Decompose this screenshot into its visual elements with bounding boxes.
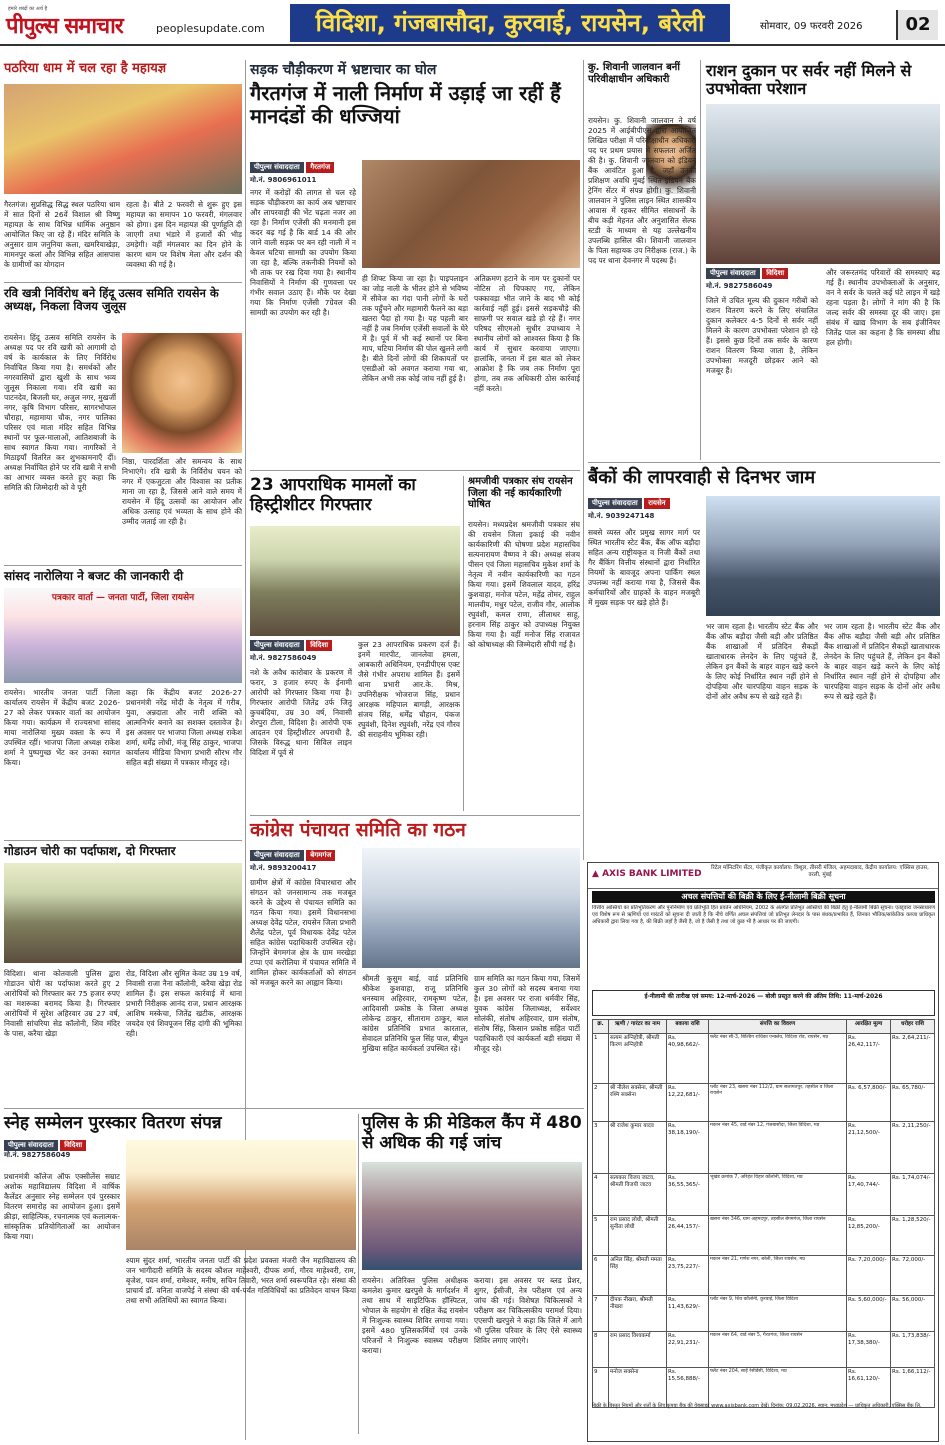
table-cell-name: मनोज सक्सेना xyxy=(609,1368,667,1408)
body-col: ग्राम समिति का गठन किया गया, जिसमें कुल 30 लोगों को सदस्य बनाया गया है। इस अवसर पर राजा धर्मवीर सिंह, युवक कांग्रेस जिलाध्यक्ष, सर्वेश्वर सोलंकी, संतोष अहिरवार, ग्राम संतोष, संतोष सिंह, किसान प्रकोष्ठ सहित पार्टी पदाधिकारी एवं कार्यकर्ता बड़ी संख्या में मौजूद रहे। xyxy=(474,974,580,1053)
table-row xyxy=(593,1216,935,1256)
logo-text: पीपुल्स समाचार xyxy=(6,14,123,39)
col-header: आरक्षित मूल्य xyxy=(847,1020,891,1034)
headline: पुलिस के फ्री मेडिकल कैंप में 480 से अधिक की गई जांच xyxy=(362,1113,582,1153)
body-col: निष्ठा, पारदर्शिता और समन्वय के साथ निभाएंगे। रवि खत्री के निर्विरोध चयन को नगर में एकजुटता और विश्वास का प्रतीक माना जा रहा है, जिससे आने वाले समय में रायसेन में हिंदू उत्सवों का आयोजन और अधिक उत्साह एवं भव्यता के साथ होने की उम्मीद जताई जा रही है। xyxy=(122,457,242,526)
body-col: और जरूरतमंद परिवारों की समस्याएं बढ़ गई हैं। स्थानीय उपभोक्ताओं के अनुसार, वन ने सर्वर के चलते कई घंटे लाइन में खड़े रहना पड़ता है। लोगों ने मांग की है कि जल्द सर्वर की समस्या दूर की जाए। इस संबंध में खाद्य विभाग के सब इंजीनियर जितेंद्र पाल का कहना है कि समस्या शीघ्र हल होगी। xyxy=(826,268,940,347)
table-cell-due: Rs. 23,75,227/- xyxy=(667,1256,709,1296)
auction-table-body xyxy=(593,1034,935,1408)
body-col: अतिक्रमण हटाने के नाम पर दुकानों पर नोटिस तो चिपकाए गए, लेकिन पक्कावड़ा भीत जाने के बाद भी कोई कार्रवाई नहीं हुई। इससे सड़कचौड़े की साफ़गी पर सवाल खड़े हो रहे हैं। नगर परिषद सीएमओ सुधीर उपाध्याय ने स्थानीय लोगों को आश्वस्त किया है कि कार्य में सुधार करवाया जाएगा। हालांकि, जनता में इस बात को लेकर आक्रोश है कि जब तक निर्माण पूरा होगा, तब तक अधिकारी ठोस कार्रवाई नहीं करते। xyxy=(474,274,580,393)
col-header: संपत्ति का विवरण xyxy=(709,1020,847,1034)
column-rule xyxy=(358,1114,359,1434)
page-number: 02 xyxy=(896,10,938,40)
auction-schedule: ई-नीलामी की तारीख एवं समय: 12-मार्च-2026 — बोली प्रस्तुत करने की अंतिम तिथि: 11-मार्च-2026 xyxy=(592,990,935,1016)
body-col: कहा कि केंद्रीय बजट 2026-27 प्रधानमंत्री नरेंद्र मोदी के नेतृत्व में गरीब, युवा, अन्नदाता और नारी शक्ति को आत्मनिर्भर बनाने का सशक्त दस्तावेज है। इस अवसर पर भाजपा जिला अध्यक्ष राकेश शर्मा, धर्मेंद्र लोधी, मंजू सिंह ठाकुर, भाजपा कार्यालय मीडिया विभाग प्रभारी सौरभ गौर सहित बड़ी संख्या में पत्रकार मौजूद रहे। xyxy=(126,688,242,767)
divider xyxy=(4,282,242,283)
table-cell-desc: मकान नंबर 21, गणेश नगर, बरेली, जिला रायसेन, मप्र xyxy=(709,1256,847,1296)
table-cell-due: Rs. 15,56,888/- xyxy=(667,1368,709,1408)
body-col: रायसेन। कु. शिवानी जालवान ने वर्ष 2025 में आईबीपीएस द्वारा आयोजित लिखित परीक्षा में परिवीक्षाधीन अधिकारी पद पर प्रथम प्रयास में सफलता अर्जित की है। कु. शिवानी जालवान को इंडियन बैंक आवंटित हुआ है, जहाँ उनकी प्रशिक्षण अवधि मुंबई स्थित इंडियन बैंक ट्रेनिंग सेंटर में संपन्न होगी। कु. शिवानी जालवान ने पुलिस लाइन स्थित शासकीय आवास में रहकर सीमित संसाधनों के बीच कड़ी मेहनत और अनुशासित सेल्फ स्टडी के माध्यम से यह उल्लेखनीय उपलब्धि हासिल की। शिवानी जालवान के पिता सहायक उप निरीक्षक (राज.) के पद पर थाना देवनगर में पदस्थ हैं। xyxy=(588,116,696,265)
table-cell-due: Rs. 11,43,629/- xyxy=(667,1296,709,1332)
headline: राशन दुकान पर सर्वर नहीं मिलने से उपभोक्ता परेशान xyxy=(706,61,912,99)
table-cell-name: श्री नीलेश सक्सेना, श्रीमती रश्मि सक्सेना xyxy=(609,1084,667,1122)
byline-place: बेगमगंज xyxy=(306,850,335,861)
table-cell-reserve: Rs. 16,61,120/- xyxy=(847,1368,891,1408)
table-row xyxy=(593,1368,935,1408)
column-rule xyxy=(583,60,584,860)
table-cell-no: 1 xyxy=(593,1034,609,1084)
body-col: नशे के अवैध कारोबार के प्रकरण में फरार, 3 हजार रुपए के ईनामी आरोपी को गिरफ्तार किया गया है। गिरफ्तार आरोपी जितेंद्र उर्फ जितू कुचबंदिया, उम्र 30 वर्ष, निवासी शेरपुरा टीला, विदिशा है। आरोपी एक आदतन एवं हिस्ट्रीशीटर अपराधी है, जिसके विरुद्ध थाना सिविल लाइन विदिशा में पूर्व से xyxy=(250,668,352,757)
table-cell-due: Rs. 22,91,231/- xyxy=(667,1332,709,1368)
table-cell-reserve: Rs. 6,57,800/- xyxy=(847,1084,891,1122)
bank-address: रिटेल मॉनिटरिंग सेंटर, पंजीकृत कार्यालय: त्रिशूल, तीसरी मंजिल, अहमदाबाद, केंद्रीय कार्यालय: एक्सिस हाउस, वरली, मुंबई xyxy=(711,865,929,879)
mobile-number: मो.नं. 9827586049 xyxy=(250,654,317,662)
photo-accused-with-police xyxy=(4,863,242,963)
headline: गैरतगंज में नाली निर्माण में उड़ाई जा रहीं हैं मानदंडों की धज्जियां xyxy=(250,81,561,129)
byline-place: गैरतगंज xyxy=(306,162,334,173)
table-cell-emd: Rs. 1,28,520/- xyxy=(891,1216,935,1256)
table-cell-no: 7 xyxy=(593,1296,609,1332)
table-header-row xyxy=(593,1020,935,1034)
table-cell-emd: Rs. 1,74,074/- xyxy=(891,1174,935,1216)
table-cell-emd: Rs. 2,64,211/- xyxy=(891,1034,935,1084)
story-road-widening xyxy=(250,62,580,393)
table-cell-no: 8 xyxy=(593,1332,609,1368)
story-shivani xyxy=(588,62,696,265)
table-row xyxy=(593,1122,935,1174)
auction-footer: बिक्री के विस्तृत नियमों और शर्तों के लिए कृपया बैंक की वेबसाइट www.axisbank.com देखें। दिनांक: 09.02.2026, स्थान: मध्यप्रदेश — प्राधिकृत अधिकारी, एक्सिस बैंक लि. xyxy=(592,1403,922,1409)
kicker: सड़क चौड़ीकरण में भ्रष्टाचार का घोल xyxy=(250,62,437,78)
byline: पीपुल्स संवाददाता xyxy=(588,498,642,509)
table-cell-desc: फ्लैट नंबर 204, साईं रेसीडेंसी, विदिशा, मप्र xyxy=(709,1368,847,1408)
table-cell-no: 3 xyxy=(593,1122,609,1174)
byline: पीपुल्स संवाददाता xyxy=(250,640,304,651)
photo-traffic-jam xyxy=(706,496,940,616)
table-cell-reserve: Rs. 12,85,200/- xyxy=(847,1216,891,1256)
story-ration-server xyxy=(706,61,940,375)
story-sneh-sammelan xyxy=(4,1113,356,1305)
photo-ration-queue xyxy=(706,104,940,264)
headline: बैंकों की लापरवाही से दिनभर जाम xyxy=(588,467,816,488)
column-rule xyxy=(700,60,701,460)
body-col: विदिशा। थाना कोतवाली पुलिस द्वारा गोडाउन चोरी का पर्दाफाश करते हुए 2 आरोपियों को गिरफ्तार कर 75 हजार रुपए का मशरूका बरामद किया है। गिरफ्तार आरोपियों में सुरेश अहिरवार उम्र 27 वर्ष, निवासी सांचरिया सेड कॉलोनी, शिव मंदिर के पास, करैया खेड़ा xyxy=(4,969,120,1038)
body-col: कराया। इस अवसर पर ब्लड प्रेशर, शुगर, ईसीजी, नेत्र परीक्षण एवं अन्य जांच की गई। विशेषज्ञ चिकित्सकों ने परीक्षण कर चिकित्सकीय परामर्श दिया। एएसपी खरपुसे ने कहा कि जिले में आगे भी पुलिस परिवार के लिए ऐसे स्वास्थ्य शिविर लगाए जाएंगे। xyxy=(474,1276,582,1345)
table-cell-name: सत्यकार विजय जाटव, श्रीमती विजयी जाटव xyxy=(609,1174,667,1216)
headline: श्रमजीवी पत्रकार संघ रायसेन जिला की नई कार्यकारिणी घोषित xyxy=(468,476,573,510)
table-cell-reserve: Rs. 21,12,500/- xyxy=(847,1122,891,1174)
mobile-number: मो.नं. 9039247148 xyxy=(588,512,655,520)
table-cell-emd: Rs. 1,66,112/- xyxy=(891,1368,935,1408)
headline: सांसद नारोलिया ने बजट की जानकारी दी xyxy=(4,569,184,583)
photo-ravi-khatri xyxy=(122,333,242,453)
body-col: नगर में करोड़ों की लागत से चल रहे सड़क चौड़ीकरण का कार्य अब भ्रष्टाचार और लापरवाही की भेंट चढ़ता नजर आ रहा है। निर्माण एजेंसी की मनमानी इस कदर बढ़ गई है कि बार्ड 14 की ओर जाने वाली सड़क पर बन रही नाली में न केवल घटिया सामग्री का उपयोग किया जा रहा है, बल्कि तकनीकी नियमों को भी ताक पर रख दिया गया है। स्थानीय निवासियों ने निर्माण की गुणवत्ता पर गंभीर सवाल उठाए हैं। मौके पर देखा गया कि निर्माण एजेंसी 7ग्रेवल की सामग्री का उपयोग कर रही है। xyxy=(250,188,356,317)
table-cell-desc: भूखंड क्रमांक 7, अरिहंत विहार कॉलोनी, विदिशा, मप्र xyxy=(709,1174,847,1216)
table-cell-desc: मकान नंबर 64, वार्ड नंबर 5, गैरतगंज, जिला रायसेन xyxy=(709,1332,847,1368)
table-row xyxy=(593,1174,935,1216)
table-cell-emd: Rs. 1,73,838/- xyxy=(891,1332,935,1368)
auction-title: अचल संपत्तियों की बिक्री के लिए ई-नीलामी बिक्री सूचना xyxy=(592,891,935,903)
col-header: क्र. xyxy=(593,1020,609,1034)
column-rule xyxy=(463,476,464,811)
newspaper-logo[interactable] xyxy=(6,6,156,40)
body-col: रोड, विदिशा और सुमित केवट उम्र 19 वर्ष, निवासी राजा नैना कॉलोनी, करैया खेड़ा रोड शामिल हैं। इस सफल कार्रवाई में थाना प्रभारी निरीक्षक आनंद राज, प्रधान आरक्षक आशिष मस्केचा, जितेंद्र खटीक, आरक्षक जयदेव एवं शिवपूजन सिंह दांगी की भूमिका रही। xyxy=(126,969,242,1038)
headline: रवि खत्री निर्विरोध बने हिंदू उत्सव समिति रायसेन के अध्यक्ष, निकला विजय जुलूस xyxy=(4,286,219,314)
bank-name: AXIS BANK LIMITED xyxy=(602,869,702,879)
table-cell-reserve: Rs. 26,42,117/- xyxy=(847,1034,891,1084)
table-cell-emd: Rs. 56,000/- xyxy=(891,1296,935,1332)
table-cell-desc: प्लॉट नंबर 23, खसरा नंबर 112/2, ग्राम सलामतपुर, तहसील व जिला रायसेन xyxy=(709,1084,847,1122)
photo-congress-meeting xyxy=(362,848,580,968)
photo-drain-construction xyxy=(362,160,580,268)
photo-award-ceremony xyxy=(126,1140,356,1250)
body-col: रहता है। बीते 2 फरवरी से शुरू हुए इस महायज्ञ का समापन 10 फरवरी, मंगलवार को होगा। इस दिन महायज्ञ की पूर्णाहुति दी जाएगी तथा भंडारे में हजारों की भीड़ उमड़ेगी। वहीं मंगलवार का दिन होने के कारण धाम पर विशेष मेला और दर्शन की व्यवस्था की गई है। xyxy=(126,200,242,269)
table-cell-desc: फ्लैट नंबर सी-3, बिल्डिंग राधिका एन्क्लेव, विदिशा रोड, रायसेन, मप्र xyxy=(709,1034,847,1084)
table-row xyxy=(593,1034,935,1084)
body-col: जिले में उचित मूल्य की दुकान गरीबों को राशन वितरण करने के लिए संचालित दुकान कलेक्टर 4-5 दिनों से सर्वर नहीं मिलने के कारण उपभोक्ता परेशान हो रहे हैं। इससे कुछ दिनों तक सर्वर के कारण राशन वितरण किया जाता है, लेकिन उपभोक्ता मजदूरी छोड़कर आने को मजबूर हैं। xyxy=(706,296,818,375)
table-cell-name: अनिल सिंह, श्रीमती ममता सिंह xyxy=(609,1256,667,1296)
table-cell-due: Rs. 38,18,190/- xyxy=(667,1122,709,1174)
masthead xyxy=(0,0,945,46)
headline: कांग्रेस पंचायत समिति का गठन xyxy=(250,819,466,841)
table-cell-reserve: Rs. 17,40,744/- xyxy=(847,1174,891,1216)
byline-place: विदिशा xyxy=(306,640,332,651)
story-godown-theft xyxy=(4,844,242,1038)
table-cell-reserve: Rs. 5,60,000/- xyxy=(847,1296,891,1332)
body-col: श्रीमती कुसुम बाई, वार्ड प्रतिनिधि श्रीकेश कुशवाहा, राजू प्रतिनिधि धनस्याम अहिरवार, रामकृष्ण पटेल, आदिवासी प्रकोष्ठ के जिला अध्यक्ष लोकेन्द्र ठाकुर, सीताराम ठाकुर, बाल कांग्रेस प्रतिनिधि प्रभात कारताल, सेवादल प्रतिनिधि फूल सिंह पाल, बीपुल मुखिया सहित कार्यकर्ता उपस्थित रहे। xyxy=(362,974,468,1053)
divider xyxy=(250,470,580,471)
website-link[interactable]: peoplesupdate.com xyxy=(156,22,265,35)
body-col: सबसे व्यस्त और प्रमुख सागर मार्ग पर स्थित भारतीय स्टेट बैंक, बैंक ऑफ बड़ौदा सहित अन्य राष्ट्रीयकृत व निजी बैंकों तथा गैर बैंकिंग वित्तीय संस्थानों द्वारा निर्धारित नियमों के बावजूद अपना पार्किंग स्थल उपलब्ध नहीं कराया गया है, जिससे बैंक कर्मचारियों और ग्राहकों के वाहन मजबूरी में मुख्य सड़क पर खड़े होते हैं। xyxy=(588,528,700,607)
byline-place: विदिशा xyxy=(60,1140,86,1151)
ad-header xyxy=(588,863,938,889)
table-cell-name: राम प्रसाद विश्वकर्मा xyxy=(609,1332,667,1368)
headline: कु. शिवानी जालवान बनीं परिवीक्षाधीन अधिकारी xyxy=(588,62,680,85)
photo-yagya-crowd xyxy=(4,84,242,194)
table-cell-no: 5 xyxy=(593,1216,609,1256)
table-cell-desc: खसरा नंबर 346, ग्राम अहमदपुर, तहसील बेगमगंज, जिला रायसेन xyxy=(709,1216,847,1256)
body-col: कुल 23 आपराधिक प्रकरण दर्ज हैं। इनमें मारपीट, जानलेवा हमला, आबकारी अधिनियम, एनडीपीएस एक्ट जैसे गंभीर अपराध शामिल हैं। इसमें थाना प्रभारी आर.के. मिश्र, उपनिरीक्षक भोजराज सिंह, प्रधान आरक्षक महिपाल बागड़ी, आरक्षक संजय सिंह, धर्मेंद्र चौहान, पंकज रघुवंशी, दिनेश रघुवंशी, नरेंद्र एवं गौरव की सराहनीय भूमिका रही। xyxy=(358,640,460,739)
table-row xyxy=(593,1256,935,1296)
table-cell-name: दीपक नीखरा, श्रीमती नीखरा xyxy=(609,1296,667,1332)
table-cell-no: 4 xyxy=(593,1174,609,1216)
story-police-medical-camp xyxy=(362,1113,582,1355)
photo-medical-camp xyxy=(362,1162,582,1270)
region-banner: विदिशा, गंजबासौदा, कुरवाई, रायसेन, बरेली xyxy=(290,4,730,42)
byline-place: विदिशा xyxy=(762,268,788,279)
headline: स्नेह सम्मेलन पुरस्कार वितरण संपन्न xyxy=(4,1113,222,1133)
headline: पठरिया धाम में चल रहा है महायज्ञ xyxy=(4,61,167,76)
auction-intro: वित्तीय आस्तियों का प्रतिभूतिकरण और पुनर्निर्माण एवं प्रतिभूति हित प्रवर्तन अधिनियम, 2002 के अंतर्गत प्रतिभूत आस्तियों की बिक्री हेतु ई-नीलामी बिक्री सूचना। एतद्द्वारा जनसाधारण एवं विशेष रूप से ऋणियों एवं गारंटरों को सूचना दी जाती है कि नीचे वर्णित अचल संपत्तियां जो प्रतिभूत लेनदार के पास बंधक/प्रभारित हैं, जिनका भौतिक/सांकेतिक कब्जा प्राधिकृत अधिकारी द्वारा लिया गया है, की बिक्री जहाँ है जैसी है, जो है जैसी है तथा जो कुछ भी है आधार पर की जाएगी। xyxy=(592,905,935,926)
mobile-number: मो.नं. 9827586049 xyxy=(4,1150,71,1159)
story-pathariya xyxy=(4,61,242,269)
col-header: धरोहर राशि xyxy=(891,1020,935,1034)
headline: 23 आपराधिक मामलों का हिस्ट्रीशीटर गिरफ्तार xyxy=(250,475,416,515)
col-header: बकाया राशि xyxy=(667,1020,709,1034)
divider xyxy=(4,840,242,841)
byline: पीपुल्स संवाददाता xyxy=(4,1140,58,1151)
logo-tagline: हमारे शब्दों का अर्थ है xyxy=(8,6,48,12)
table-cell-name: श्री राजेश कुमार यादव xyxy=(609,1122,667,1174)
byline-place: रायसेन xyxy=(644,498,669,509)
body-col: रायसेन। मध्यप्रदेश श्रमजीवी पत्रकार संघ की रायसेन जिला इकाई की नवीन कार्यकारिणी की घोषणा प्रदेश महासचिव सत्यनारायण वैष्णव ने की। अध्यक्ष संजय पीसन एवं जिला महासचिव मुकेश शर्मा के नेतृत्व में नवीन कार्यकारिणी का गठन किया गया। इसमें शिवलाल यादव, हरिंद्र कुशवाहा, मनोज पटेल, महेंद्र तोमर, राहुल मालवीय, मधुर पटेल, राजीव गौर, आलोक रघुवंशी, कमल राणा, लीलाधर साहू, हरनाम सिंह ठाकुर को उपाध्यक्ष नियुक्त किया गया है। वहीं मनोज सिंह राजावत को कोषाध्यक्ष की जिम्मेदारी सौंपी गई है। xyxy=(468,520,580,649)
table-cell-due: Rs. 36,55,365/- xyxy=(667,1174,709,1216)
table-cell-emd: Rs. 2,11,250/- xyxy=(891,1122,935,1174)
table-cell-due: Rs. 26,44,157/- xyxy=(667,1216,709,1256)
body-col: गैरतगंज। सुप्रसिद्ध सिद्ध स्थल पठरिया धाम में सात दिनों से 26वें विशाल श्री विष्णु महायज्ञ के साथ विभिन्न धार्मिक अनुष्ठान आयोजित किए जा रहे हैं। मंदिर समिति के अनुसार ग्राम जनुनिया कला, खमरियाखेड़ा, मामनपुर कलां और विभिन्न सहित आसपास के ग्रामीणों का योगदान xyxy=(4,200,120,269)
body-col: श्याम सुंदर शर्मा, भारतीय जनता पार्टी की प्रदेश प्रवक्ता मंजरी जैन महाविद्यालय की जन भागीदारी समिति के सदस्य कौशल माहेश्वरी, दीपक शर्मा, गौरव माहेश्वरी, राम, बृजेश, पवन शर्मा, रामेश्वर, मनीष, सचिन तिवारी, भरत शर्मा स्वरूपवित रहे। संस्था की प्राचार्य डॉ. वनिता वाजपेई ने संस्था की वर्ष-पर्यंत गतिविधियों का प्रतिवेदन वाचन किया तथा सभी अतिथियों का स्वागत किया। xyxy=(126,1256,356,1305)
byline: पीपुल्स संवाददाता xyxy=(250,162,304,173)
table-cell-due: Rs. 12,22,681/- xyxy=(667,1084,709,1122)
auction-table xyxy=(592,1019,935,1408)
body-col: ग्रामीण क्षेत्रों में कांग्रेस विचारधारा और संगठन को जनसामान्य तक मजबूत करने के उद्देश्य से पंचायत समिति का गठन किया गया। इसमें विधानसभा अध्यक्ष देवेंद्र पटेल, रायसेन जिला प्रभारी शैलेंद्र पटेल, पूर्व विधायक देवेंद्र पटेल सहित कांग्रेस पदाधिकारी उपस्थित रहे। जिन्होंने बेगमगंज क्षेत्र के ग्राम मरखेड़ा टप्पा एवं करोलिया में पंचायत समिति में शामिल होकर कार्यकर्ताओं को संगठन को मजबूत करने का आह्वान किया। xyxy=(250,878,356,987)
mobile-number: मो.नं. 9827586049 xyxy=(706,282,773,290)
table-cell-name: राम प्रसाद लोधी, श्रीमती सुनीता लोधी xyxy=(609,1216,667,1256)
body-col: भर जाम रहता है। भारतीय स्टेट बैंक और बैंक ऑफ बड़ौदा जैसी बड़ी और प्रतिष्ठित बैंक शाखाओं में प्रतिदिन सैकड़ों खाताधारक लेनदेन के लिए पहुंचते हैं, लेकिन इन बैंकों के बाहर वाहन खड़े करने के लिए कोई निर्धारित स्थान नहीं होने से दोपहिया और चारपहिया वाहन सड़क के दोनों ओर अवैध रूप से खड़े रहते हैं। xyxy=(824,622,940,701)
body-col: प्रधानमंत्री कॉलेज ऑफ एक्सीलेंस सम्राट अशोक महाविद्यालय विदिशा में वार्षिक कैलेंडर अनुसार स्नेह सम्मेलन एवं पुरस्कार वितरण समारोह का आयोजन हुआ। इसमें क्रीड़ा, साहित्यिक, रचनात्मक एवं कलात्मक-सांस्कृतिक प्रतियोगिताओं का आयोजन किया गया। xyxy=(4,1172,120,1241)
photo-arrest xyxy=(250,526,460,636)
story-sansad-budget xyxy=(4,569,242,767)
mobile-number: मो.नं. 9806961011 xyxy=(250,176,317,184)
table-cell-emd: Rs. 72,000/- xyxy=(891,1256,935,1296)
body-col: रायसेन। भारतीय जनता पार्टी जिला कार्यालय रायसेन में केंद्रीय बजट 2026-27 को लेकर पत्रकार वार्ता का आयोजन किया गया। कार्यक्रम में राज्यसभा सांसद माया नारोलिया मुख्य वक्ता के रूप में उपस्थित रहीं। भाजपा जिला अध्यक्ष राकेश शर्मा ने पुष्पगुच्छ भेंट कर उनका स्वागत किया। xyxy=(4,688,120,767)
body-col: रायसेन। अतिरिक्त पुलिस अधीक्षक कमलेश कुमार खरपुसे के मार्गदर्शन में तथा साथ में साइटिफिक हॉस्पिटल, भोपाल के सहयोग से रक्षित केंद्र रायसेन में निःशुल्क स्वास्थ्य शिविर लगाया गया। इसमें 480 पुलिसकर्मियों एवं उनके परिजनों ने निःशुल्क स्वास्थ्य परीक्षण कराया। xyxy=(362,1276,468,1355)
body-col: भर जाम रहता है। भारतीय स्टेट बैंक और बैंक ऑफ बड़ौदा जैसी बड़ी और प्रतिष्ठित बैंक शाखाओं में प्रतिदिन सैकड़ों खाताधारक लेनदेन के लिए पहुंचते हैं, लेकिन इन बैंकों के बाहर वाहन खड़े करने के लिए कोई निर्धारित स्थान नहीं होने से दोपहिया और चारपहिया वाहन सड़क के दोनों ओर अवैध रूप से खड़े रहते हैं। xyxy=(706,622,818,701)
story-congress-panchayat xyxy=(250,819,580,1053)
table-cell-due: Rs. 40,98,662/- xyxy=(667,1034,709,1084)
axis-bank-logo: ▲ AXIS BANK LIMITED xyxy=(592,869,702,879)
story-sramjeevi xyxy=(468,476,580,649)
mobile-number: मो.नं. 9893200417 xyxy=(250,864,317,872)
table-row xyxy=(593,1296,935,1332)
byline: पीपुल्स संवाददाता xyxy=(706,268,760,279)
story-ravi-khatri xyxy=(4,286,242,526)
table-cell-no: 2 xyxy=(593,1084,609,1122)
byline: पीपुल्स संवाददाता xyxy=(250,850,304,861)
divider xyxy=(588,462,940,463)
col-header: ऋणी / गारंटर का नाम xyxy=(609,1020,667,1034)
table-cell-no: 6 xyxy=(593,1256,609,1296)
body-col: ही शिफ्ट किया जा रहा है। पाइपलाइन का जोड़ नाली के भीतर होने से भविष्य में सीवेज का गंदा पानी लोगों के घरों तक पहुँचने और महामारी फैलने का बड़ा खतरा पैदा हो गया है। यह पहली बार नहीं है जब निर्माण एजेंसी सवालों के घेरे में है। पूर्व में भी कई स्थानों पर बिना माप, घटिया निर्माण की पोल खुलने लगी है। बीते दिनों लोगों की शिकायतों पर एसडीओ को अवगत कराया गया था, लेकिन अभी तक कोई जांच नहीं हुई है। xyxy=(362,274,468,383)
dateline: सोमवार, 09 फरवरी 2026 xyxy=(760,21,863,32)
table-cell-desc: मकान नंबर 45, वार्ड नंबर 12, गंजबासौदा, जिला विदिशा, मप्र xyxy=(709,1122,847,1174)
story-history-sheeter xyxy=(250,475,460,757)
divider xyxy=(250,815,580,816)
table-row xyxy=(593,1332,935,1368)
press-banner-text: पत्रकार वार्ता — जनता पार्टी, जिला रायसेन xyxy=(51,593,195,603)
headline: गोडाउन चोरी का पर्दाफाश, दो गिरफ्तार xyxy=(4,844,176,858)
table-cell-name: सत्यम अग्निहोत्री, श्रीमती किरण अग्निहोत्री xyxy=(609,1034,667,1084)
auction-notice-ad xyxy=(587,862,939,1442)
divider xyxy=(4,1108,584,1109)
table-cell-reserve: Rs. 7,20,000/- xyxy=(847,1256,891,1296)
table-cell-desc: प्लॉट नंबर 9, शिव कॉलोनी, कुरवाई, जिला विदिशा xyxy=(709,1296,847,1332)
table-cell-emd: Rs. 65,780/- xyxy=(891,1084,935,1122)
table-cell-no: 9 xyxy=(593,1368,609,1408)
body-col: रायसेन। हिंदू उत्सव समिति रायसेन के अध्यक्ष पद पर रवि खत्री को आगामी दो वर्ष के कार्यकाल के लिए निर्विरोध निर्वाचित किया गया है। समर्थकों और नगरवासियों द्वारा खुशी के साथ भव्य जुलूस निकाला गया। रवि खत्री का पाटनदेव, बिजली घर, अजुल नगर, मुखर्जी नगर, कृषि विभाग परिसर, सागरभोपाल चौराहा, महामाया चौक, नगर पालिका परिसर एवं माता मंदिर सहित विभिन्न स्थानों पर फूल-मालाओं, आतिशबाजी के साथ स्वागत किया गया। नागरिकों ने मिठाइयाँ वितरित कर शुभकामनाएँ दीं। अध्यक्ष निर्वाचित होने पर रवि खत्री ने सभी का आभार व्यक्त करते हुए कहा कि समिति की जिम्मेदारी को वे पूरी xyxy=(4,333,116,492)
table-cell-reserve: Rs. 17,38,380/- xyxy=(847,1332,891,1368)
table-row xyxy=(593,1084,935,1122)
photo-press-conference xyxy=(4,588,242,683)
divider xyxy=(4,565,242,566)
story-bank-jam xyxy=(588,467,940,701)
